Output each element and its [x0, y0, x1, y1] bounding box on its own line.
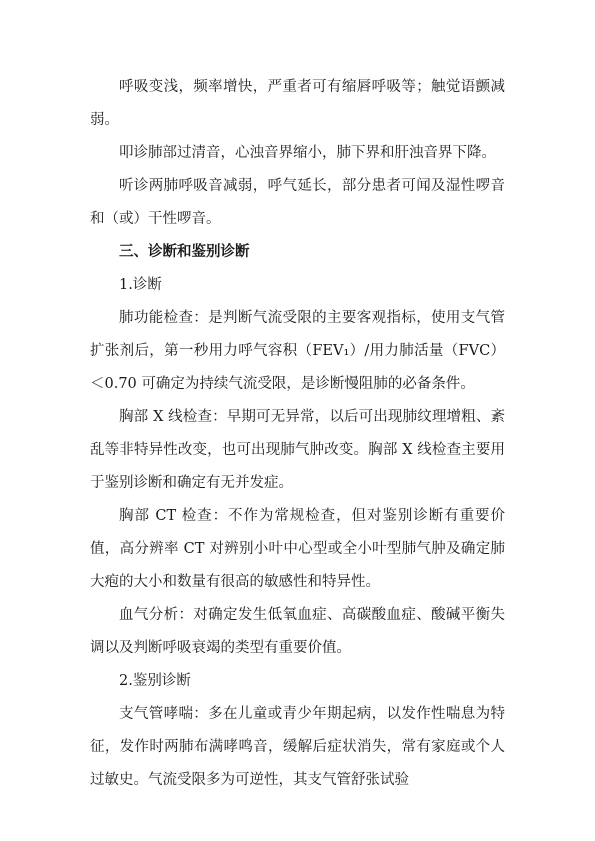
paragraph-lung-function: 肺功能检查：是判断气流受限的主要客观指标，使用支气管扩张剂后，第一秒用力呼气容积（FEV₁）/用力肺活量（FVC）＜0.70 可确定为持续气流受限，是诊断慢阻肺的必备条件。 [90, 310, 505, 392]
paragraph-chest-ct: 胸部 CT 检查：不作为常规检查，但对鉴别诊断有重要价值，高分辨率 CT 对辨别小叶中心型或全小叶型肺气肿及确定肺大疱的大小和数量有很高的敏感性和特异性。 [90, 508, 505, 590]
paragraph-blood-gas: 血气分析：对确定发生低氧血症、高碳酸血症、酸碱平衡失调以及判断呼吸衰竭的类型有重要价值。 [90, 607, 505, 656]
paragraph-chest-xray: 胸部 X 线检查：早期可无异常，以后可出现肺纹理增粗、紊乱等非特异性改变，也可出现肺气肿改变。胸部 X 线检查主要用于鉴别诊断和确定有无并发症。 [90, 409, 505, 491]
subheading-differential: 2.鉴别诊断 [119, 673, 191, 689]
section-heading-diagnosis: 三、诊断和鉴别诊断 [119, 244, 250, 260]
paragraph-asthma: 支气管哮喘：多在儿童或青少年期起病，以发作性喘息为特征，发作时两肺布满哮鸣音，缓解后症状消失，常有家庭或个人过敏史。气流受限多为可逆性，其支气管舒张试验 [90, 706, 505, 788]
paragraph-percussion: 叩诊肺部过清音，心浊音界缩小，肺下界和肝浊音界下降。 [119, 145, 496, 161]
paragraph-inspection: 呼吸变浅，频率增快，严重者可有缩唇呼吸等；触觉语颤减弱。 [90, 79, 505, 128]
paragraph-auscultation: 听诊两肺呼吸音减弱，呼气延长，部分患者可闻及湿性啰音和（或）干性啰音。 [90, 178, 505, 227]
document-body [90, 71, 505, 797]
subheading-diagnosis: 1.诊断 [119, 277, 162, 293]
